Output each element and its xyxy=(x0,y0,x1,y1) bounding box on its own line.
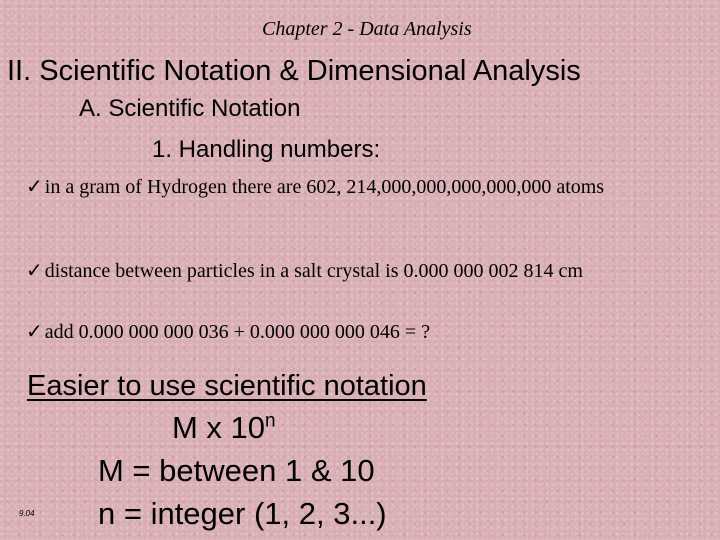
n-definition: n = integer (1, 2, 3...) xyxy=(98,496,387,531)
bullet-text: add 0.000 000 000 036 + 0.000 000 000 046 = ? xyxy=(44,321,431,343)
subsection-heading-1: 1. Handling numbers: xyxy=(152,136,381,163)
m-definition: M = between 1 & 10 xyxy=(98,453,375,488)
bullet-text: in a gram of Hydrogen there are 602, 214,000,000,000,000,000 atoms xyxy=(44,176,605,198)
check-icon: ✓ xyxy=(26,321,43,343)
footer-date: 9.04 xyxy=(19,509,35,518)
check-icon: ✓ xyxy=(26,176,43,198)
bullet-addition xyxy=(26,320,430,344)
bullet-text: distance between particles in a salt crystal is 0.000 000 002 814 cm xyxy=(44,260,583,282)
easier-heading: Easier to use scientific notation xyxy=(27,370,427,402)
chapter-header: Chapter 2 - Data Analysis xyxy=(262,18,472,40)
section-heading-a: A. Scientific Notation xyxy=(79,95,301,122)
check-icon: ✓ xyxy=(26,260,43,282)
bullet-hydrogen-atoms xyxy=(26,175,706,199)
bullet-salt-crystal xyxy=(26,259,583,283)
formula xyxy=(172,410,276,446)
formula-exponent: n xyxy=(265,410,276,432)
formula-base: M x 10 xyxy=(172,410,266,445)
slide-title: II. Scientific Notation & Dimensional Analysis xyxy=(7,55,581,87)
